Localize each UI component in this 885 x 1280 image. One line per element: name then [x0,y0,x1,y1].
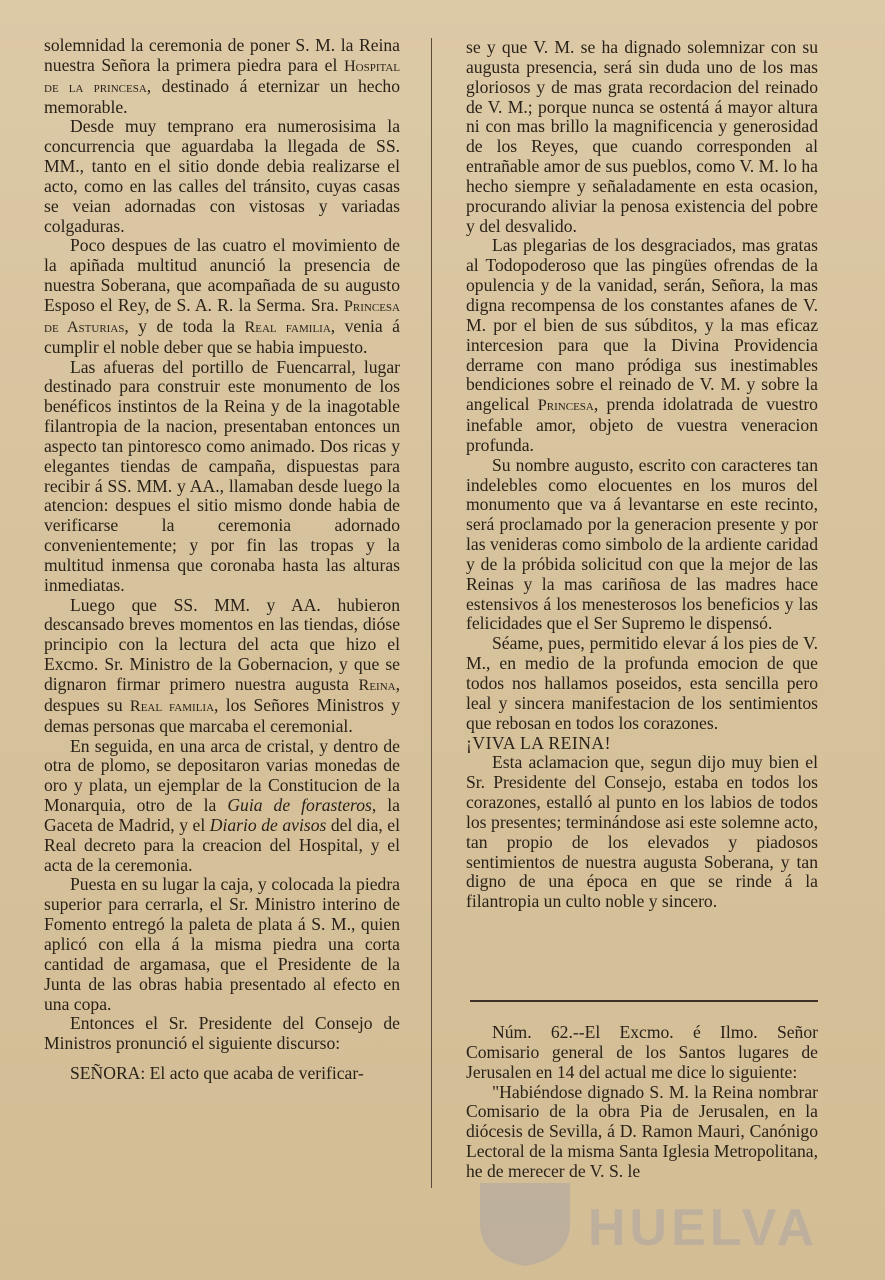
royal-family: Real familia [129,696,215,715]
text-fragment: , destinado á eternizar un hecho memorable. [44,75,400,117]
exclamation-viva: ¡VIVA LA REINA! [466,732,611,753]
text-fragment: del dia, el Real decreto para la creacion del Hospital, y el acta de la ceremonia. [44,814,401,875]
column-divider [431,38,432,1188]
paragraph-portillo: Las afueras del portillo de Fuencarral, lugar destinado para construir este monumento de los benéficos instintos de la Reina y de la inagotable filantropia de la nacion, presentaban entonces un aspecto tan pintoresco como animado. Dos ricas y elegantes tiendas de campaña, dispuestas para recibir á SS. MM. y AA., llamaban desde luego la atencion: despues el sitio mismo donde habia de verificarse la ceremonia adornado convenientemente; y por fin las tropas y la multitud inmensa que coronaba hasta las alturas inmediatas. [44,356,400,595]
watermark-text: HUELVA [588,1199,819,1257]
paragraph-seame: Séame, pues, permitido elevar á los pies de V. M., en medio de la profunda emocion de que todos nos hallamos poseidos, esta sencilla pero leal y sincera manifestacion de los sentimientos que rebosan en todos los corazones. [466,633,818,733]
text-fragment: , los Señores Ministros y demas personas que marcaba el ceremonial. [44,694,400,736]
notice-body: "Habiéndose dignado S. M. la Reina nombrar Comisario de la obra Pia de Jerusalen, en la diócesis de Sevilla, á D. Ramon Mauri, Canónigo Lectoral de la misma Santa Iglesia Metropolitana, he de merecer de V. S. le [466,1081,818,1181]
text-fragment: , despues su [44,674,400,715]
diario-title: Diario de avisos [209,814,327,835]
paragraph-continuation: se y que V. M. se ha dignado solemnizar con su augusta presencia, será sin duda uno de los mas gloriosos y de mas grata recordacion del reinado de V. M.; porque nunca se ostentá á mayor altura ni con mas brillo la magnificencia y generosidad de los Reyes, que cuando corresponden al entrañable amor de sus pueblos, como V. M. lo ha hecho siempre y señaladamente en esta ocasion, procurando aliviar la penosa existencia del pobre y del desvalido. [466,37,818,236]
paragraph-plegarias [466,236,818,455]
huelva-watermark [470,1178,819,1268]
text-fragment: , la Gaceta de Madrid, y el [44,795,400,835]
notice-heading: Núm. 62.--El Excmo. é Ilmo. Señor Comisario general de los Santos lugares de Jerusalen en 14 del actual me dice lo siguiente: [466,1022,818,1082]
notice-section [466,1023,818,1182]
text-fragment: , venia á cumplir el noble deber que se habia impuesto. [44,315,400,357]
paragraph-crowd: Desde muy temprano era numerosisima la concurrencia que aguardaba la llegada de SS. MM., tanto en el sitio donde debia realizarse el acto, como en las calles del tránsito, cuyas casas se veian adornadas con vistosas y variadas colgaduras. [44,116,400,236]
section-divider [470,1000,818,1002]
text-fragment: , prenda idolatrada de vuestro inefable amor, objeto de vuestra veneracion profunda. [466,394,818,455]
princesa-word: Princesa [537,396,594,415]
paragraph-arrival [44,236,400,357]
text-fragment: solemnidad la ceremonia de poner S. M. la Reina nuestra Señora la primera piedra para el [44,35,400,75]
text-fragment: En seguida, en una arca de cristal, y dentro de otra de plomo, se depositaron varias monedas de oro y plata, un ejemplar de la Constitucion de la Monarquia, otro de la [44,735,400,816]
princess-title: Princesa de Asturias [44,296,400,336]
left-column [44,36,400,1084]
paragraph-stone: Puesta en su lugar la caja, y colocada la piedra superior para cerrarla, el Sr. Ministro interino de Fomento entregó la paleta de plata á S. M., quien aplicó con ella á la misma piedra una corta cantidad de argamasa, que el Presidente de la Junta de las obras habia presentado al efecto en una copa. [44,874,400,1014]
text-fragment: Poco despues de las cuatro el movimiento de la apiñada multitud anunció la presencia de nuestra Soberana, que acompañada de su augusto Esposo el Rey, de S. A. R. la Serma. Sra. [44,235,400,315]
text-fragment: , y de toda la [124,315,236,336]
paragraph-discourse-intro: Entonces el Sr. Presidente del Consejo de Ministros pronunció el siguiente discurso: [44,1013,400,1054]
right-column [466,38,818,912]
paragraph-reading [44,596,400,737]
paragraph-opening [44,36,400,117]
guia-title: Guia de forasteros [227,795,372,816]
paragraph-nombre: Su nombre augusto, escrito con caracteres tan indelebles como elocuentes en los muros del monumento que va á levantarse en este recinto, será proclamado por la generacion presente y por las venideras como simbolo de la ardiente caridad y de la próbida solicitud con que la mejor de las Reinas y la mas cariñosa de las madres hace estensivos á los menesterosos los beneficios y las felicidades que el Ser Supremo le dispensó. [466,454,818,634]
text-fragment: Las plegarias de los desgraciados, mas gratas al Todopoderoso que las pingües ofrendas de la opulencia y de la vanidad, serán, Señora, la mas digna recompensa de los constantes afanes de V. M. por el bien de sus súbditos, y la mas eficaz intercesion para que la Divina Providencia derrame con mano pródiga sus inestimables bendiciones sobre el reinado de V. M. y sobre la angelical [466,235,818,415]
text-fragment: Luego que SS. MM. y AA. hubieron descansado breves momentos en las tiendas, dióse principio con la lectura del acta que hizo el Excmo. Sr. Ministro de la Gobernacion, y que se dignaron firmar primero nuestra augusta [44,594,400,694]
paragraph-senora: SEÑORA: El acto que acaba de verificar- [70,1063,364,1084]
shield-icon [470,1178,580,1268]
royal-family: Real familia [244,317,331,336]
paragraph-deposit [44,737,400,876]
paragraph-aclamacion: Esta aclamacion que, segun dijo muy bien el Sr. Presidente del Consejo, estaba en todos los corazones, estalló al punto en los labios de todos los presentes; terminándose asi este solemne acto, tan propio de los elevados y piadosos sentimientos de nuestra augusta Soberana, y tan digno de una época en que se rinde á la filantropia un culto noble y sincero. [466,752,818,912]
reina-word: Reina [358,676,396,694]
hospital-name: Hospital de la princesa [44,56,400,96]
